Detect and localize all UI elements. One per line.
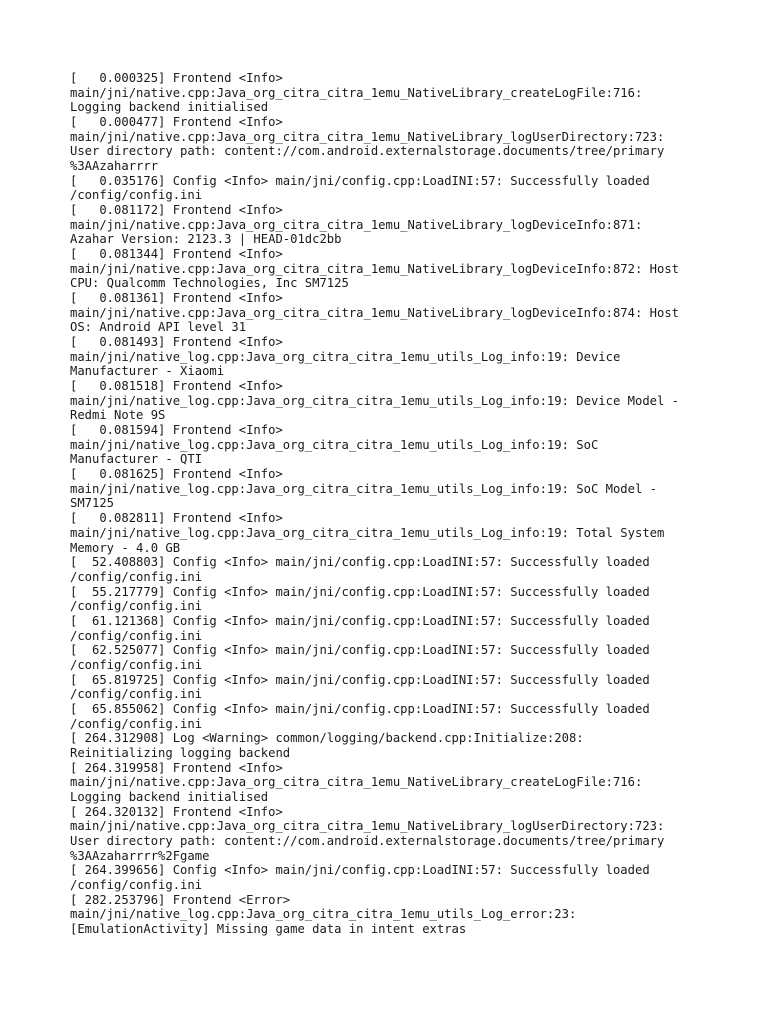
- log-line: CPU: Qualcomm Technologies, Inc SM7125: [70, 276, 349, 291]
- log-line: [ 65.819725] Config <Info> main/jni/config.cpp:LoadINI:57: Successfully loaded: [70, 672, 650, 687]
- log-line: Azahar Version: 2123.3 | HEAD-01dc2bb: [70, 232, 342, 247]
- log-line: /config/config.ini: [70, 628, 203, 643]
- log-line: [ 0.000477] Frontend <Info>: [70, 115, 283, 130]
- log-line: [ 264.312908] Log <Warning> common/logging/backend.cpp:Initialize:208:: [70, 731, 584, 746]
- log-line: Manufacturer - QTI: [70, 452, 203, 467]
- log-line: main/jni/native.cpp:Java_org_citra_citra_1emu_NativeLibrary_createLogFile:716:: [70, 775, 643, 790]
- log-line: [EmulationActivity] Missing game data in intent extras: [70, 921, 467, 936]
- log-line: main/jni/native_log.cpp:Java_org_citra_citra_1emu_utils_Log_info:19: SoC: [70, 437, 599, 452]
- log-line: [ 0.081361] Frontend <Info>: [70, 291, 283, 306]
- log-line: [ 0.081172] Frontend <Info>: [70, 203, 283, 218]
- log-line: [ 55.217779] Config <Info> main/jni/config.cpp:LoadINI:57: Successfully loaded: [70, 584, 650, 599]
- log-line: Manufacturer - Xiaomi: [70, 364, 225, 379]
- log-line: main/jni/native_log.cpp:Java_org_citra_citra_1emu_utils_Log_info:19: SoC Model -: [70, 481, 657, 496]
- log-line: /config/config.ini: [70, 716, 203, 731]
- log-line: main/jni/native_log.cpp:Java_org_citra_citra_1emu_utils_Log_info:19: Device: [70, 349, 621, 364]
- log-line: Redmi Note 9S: [70, 408, 166, 423]
- log-line: [ 0.000325] Frontend <Info>: [70, 71, 283, 85]
- log-line: SM7125: [70, 496, 115, 511]
- log-line: main/jni/native.cpp:Java_org_citra_citra_1emu_NativeLibrary_logUserDirectory:723:: [70, 819, 665, 834]
- log-line: User directory path: content://com.android.externalstorage.documents/tree/primary: [70, 833, 665, 848]
- log-line: %3AAzaharrrr%2Fgame: [70, 848, 210, 863]
- log-text: [70, 71, 710, 937]
- log-line: [ 0.081344] Frontend <Info>: [70, 247, 283, 262]
- log-line: OS: Android API level 31: [70, 320, 247, 335]
- log-line: [ 0.081625] Frontend <Info>: [70, 467, 283, 482]
- log-line: /config/config.ini: [70, 877, 203, 892]
- log-line: [ 0.081493] Frontend <Info>: [70, 335, 283, 350]
- log-line: main/jni/native_log.cpp:Java_org_citra_citra_1emu_utils_Log_error:23:: [70, 907, 577, 922]
- log-line: [ 0.035176] Config <Info> main/jni/config.cpp:LoadINI:57: Successfully loaded: [70, 173, 650, 188]
- log-line: main/jni/native.cpp:Java_org_citra_citra_1emu_NativeLibrary_logDeviceInfo:872: Host: [70, 261, 680, 276]
- log-line: main/jni/native.cpp:Java_org_citra_citra_1emu_NativeLibrary_logDeviceInfo:871:: [70, 217, 643, 232]
- log-line: [ 0.082811] Frontend <Info>: [70, 511, 283, 526]
- log-line: /config/config.ini: [70, 657, 203, 672]
- log-line: Reinitializing logging backend: [70, 745, 291, 760]
- log-line: main/jni/native.cpp:Java_org_citra_citra_1emu_NativeLibrary_logUserDirectory:723:: [70, 129, 665, 144]
- log-line: User directory path: content://com.android.externalstorage.documents/tree/primary: [70, 144, 665, 159]
- log-line: main/jni/native_log.cpp:Java_org_citra_citra_1emu_utils_Log_info:19: Total System: [70, 525, 665, 540]
- log-line: [ 264.319958] Frontend <Info>: [70, 760, 283, 775]
- log-line: /config/config.ini: [70, 599, 203, 614]
- log-line: [ 0.081594] Frontend <Info>: [70, 423, 283, 438]
- log-line: [ 264.399656] Config <Info> main/jni/config.cpp:LoadINI:57: Successfully loaded: [70, 863, 650, 878]
- log-line: [ 52.408803] Config <Info> main/jni/config.cpp:LoadINI:57: Successfully loaded: [70, 555, 650, 570]
- log-line: main/jni/native.cpp:Java_org_citra_citra_1emu_NativeLibrary_logDeviceInfo:874: Host: [70, 305, 680, 320]
- log-line: /config/config.ini: [70, 687, 203, 702]
- log-line: [ 264.320132] Frontend <Info>: [70, 804, 283, 819]
- log-line: Logging backend initialised: [70, 789, 269, 804]
- log-line: [ 282.253796] Frontend <Error>: [70, 892, 291, 907]
- log-line: /config/config.ini: [70, 569, 203, 584]
- log-line: /config/config.ini: [70, 188, 203, 203]
- log-line: main/jni/native.cpp:Java_org_citra_citra_1emu_NativeLibrary_createLogFile:716:: [70, 85, 643, 100]
- log-line: Memory - 4.0 GB: [70, 540, 181, 555]
- log-line: Logging backend initialised: [70, 100, 269, 115]
- log-line: [ 61.121368] Config <Info> main/jni/config.cpp:LoadINI:57: Successfully loaded: [70, 613, 650, 628]
- log-line: main/jni/native_log.cpp:Java_org_citra_citra_1emu_utils_Log_info:19: Device Model -: [70, 393, 680, 408]
- log-line: %3AAzaharrrr: [70, 159, 159, 174]
- log-line: [ 0.081518] Frontend <Info>: [70, 379, 283, 394]
- log-line: [ 62.525077] Config <Info> main/jni/config.cpp:LoadINI:57: Successfully loaded: [70, 643, 650, 658]
- log-line: [ 65.855062] Config <Info> main/jni/config.cpp:LoadINI:57: Successfully loaded: [70, 701, 650, 716]
